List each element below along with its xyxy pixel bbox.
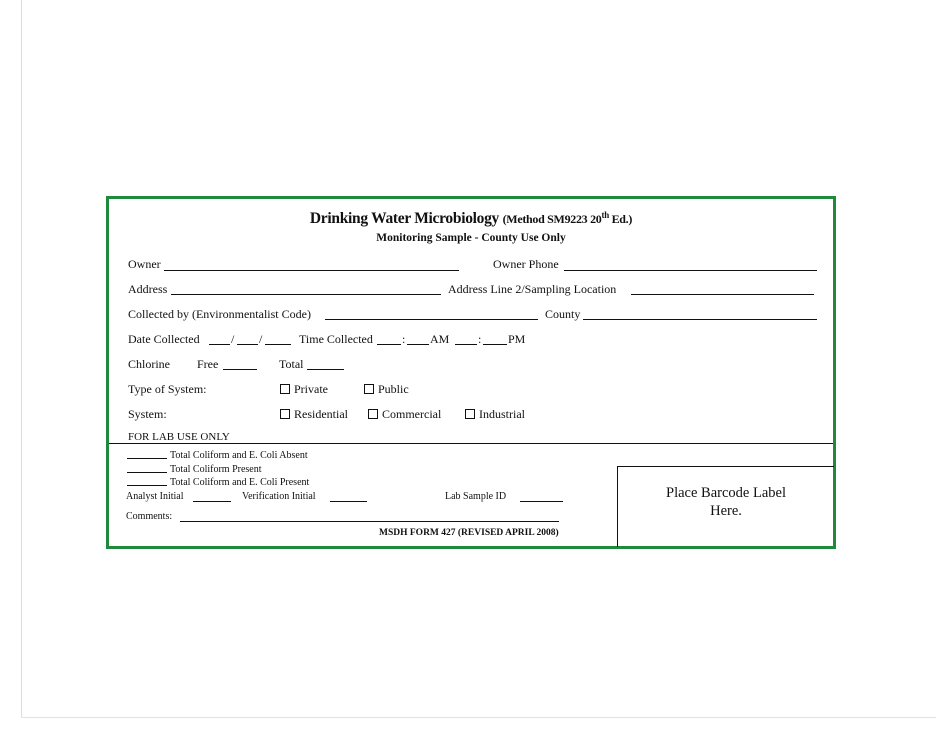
commercial-checkbox[interactable] — [368, 409, 378, 419]
chlorine-label: Chlorine — [128, 357, 170, 371]
residential-option[interactable] — [280, 407, 348, 422]
barcode-box — [617, 466, 834, 547]
owner-phone-label: Owner Phone — [493, 257, 559, 271]
form-title — [109, 210, 833, 228]
free-chlorine-field[interactable] — [223, 369, 257, 370]
time-pm-hour-field[interactable] — [455, 344, 477, 345]
result-blank-2[interactable] — [127, 472, 167, 473]
type-of-system-label: Type of System: — [128, 382, 207, 396]
result-present-label: Total Coliform Present — [170, 464, 262, 475]
owner-phone-field[interactable] — [564, 270, 817, 271]
analyst-initial-field[interactable] — [193, 501, 231, 502]
scan-edge-bottom — [21, 717, 936, 718]
form-method — [503, 212, 633, 226]
residential-label: Residential — [294, 407, 348, 421]
analyst-initial-label: Analyst Initial — [126, 491, 184, 502]
commercial-label: Commercial — [382, 407, 442, 421]
date-sep-1: / — [231, 332, 235, 346]
lab-sample-id-field[interactable] — [520, 501, 563, 502]
industrial-checkbox[interactable] — [465, 409, 475, 419]
address-field[interactable] — [171, 294, 441, 295]
address2-field[interactable] — [631, 294, 814, 295]
county-label: County — [545, 307, 581, 321]
form-subtitle: Monitoring Sample - County Use Only — [376, 232, 566, 244]
time-collected-label: Time Collected — [299, 332, 373, 346]
barcode-line-2: Here. — [710, 503, 742, 519]
private-label: Private — [294, 382, 328, 396]
private-option[interactable] — [280, 382, 328, 397]
owner-field[interactable] — [164, 270, 459, 271]
time-am-minute-field[interactable] — [407, 344, 429, 345]
date-day-field[interactable] — [237, 344, 258, 345]
industrial-option[interactable] — [465, 407, 525, 422]
residential-checkbox[interactable] — [280, 409, 290, 419]
collected-by-label: Collected by (Environmentalist Code) — [128, 307, 311, 321]
comments-field[interactable] — [180, 521, 559, 522]
commercial-option[interactable] — [368, 407, 441, 422]
collected-by-field[interactable] — [325, 319, 538, 320]
public-checkbox[interactable] — [364, 384, 374, 394]
barcode-line-1: Place Barcode Label — [666, 485, 786, 501]
result-ecoli-present-label: Total Coliform and E. Coli Present — [170, 477, 310, 488]
total-label: Total — [279, 357, 304, 371]
verification-initial-field[interactable] — [330, 501, 367, 502]
time-am-hour-field[interactable] — [377, 344, 401, 345]
lab-use-header: FOR LAB USE ONLY — [128, 431, 230, 443]
pm-label: PM — [508, 332, 526, 346]
private-checkbox[interactable] — [280, 384, 290, 394]
method-text: (Method SM9223 20 — [502, 212, 602, 226]
scan-edge-left — [21, 0, 22, 718]
address-label: Address — [128, 282, 168, 296]
time-pm-minute-field[interactable] — [483, 344, 507, 345]
system-label: System: — [128, 407, 167, 421]
comments-label: Comments: — [126, 511, 173, 522]
address2-label: Address Line 2/Sampling Location — [448, 282, 617, 296]
public-label: Public — [378, 382, 409, 396]
am-label: AM — [430, 332, 450, 346]
date-year-field[interactable] — [265, 344, 291, 345]
result-blank-1[interactable] — [127, 458, 167, 459]
date-month-field[interactable] — [209, 344, 230, 345]
free-label: Free — [197, 357, 219, 371]
method-end: Ed.) — [608, 212, 633, 226]
lab-sample-id-label: Lab Sample ID — [445, 491, 507, 502]
form-title-text: Drinking Water Microbiology — [309, 210, 500, 227]
form-number: MSDH FORM 427 (REVISED APRIL 2008) — [379, 528, 559, 538]
method-sup: th — [601, 210, 609, 220]
date-collected-label: Date Collected — [128, 332, 200, 346]
date-sep-2: / — [259, 332, 263, 346]
public-option[interactable] — [364, 382, 409, 397]
total-chlorine-field[interactable] — [307, 369, 344, 370]
industrial-label: Industrial — [479, 407, 525, 421]
county-field[interactable] — [583, 319, 817, 320]
barcode-placeholder — [618, 484, 834, 520]
sample-form — [106, 196, 836, 549]
lab-divider — [109, 443, 833, 444]
owner-label: Owner — [128, 257, 161, 271]
result-blank-3[interactable] — [127, 485, 167, 486]
result-absent-label: Total Coliform and E. Coli Absent — [170, 450, 308, 461]
time-pm-colon: : — [478, 332, 482, 346]
verification-initial-label: Verification Initial — [242, 491, 316, 502]
time-am-colon: : — [402, 332, 406, 346]
